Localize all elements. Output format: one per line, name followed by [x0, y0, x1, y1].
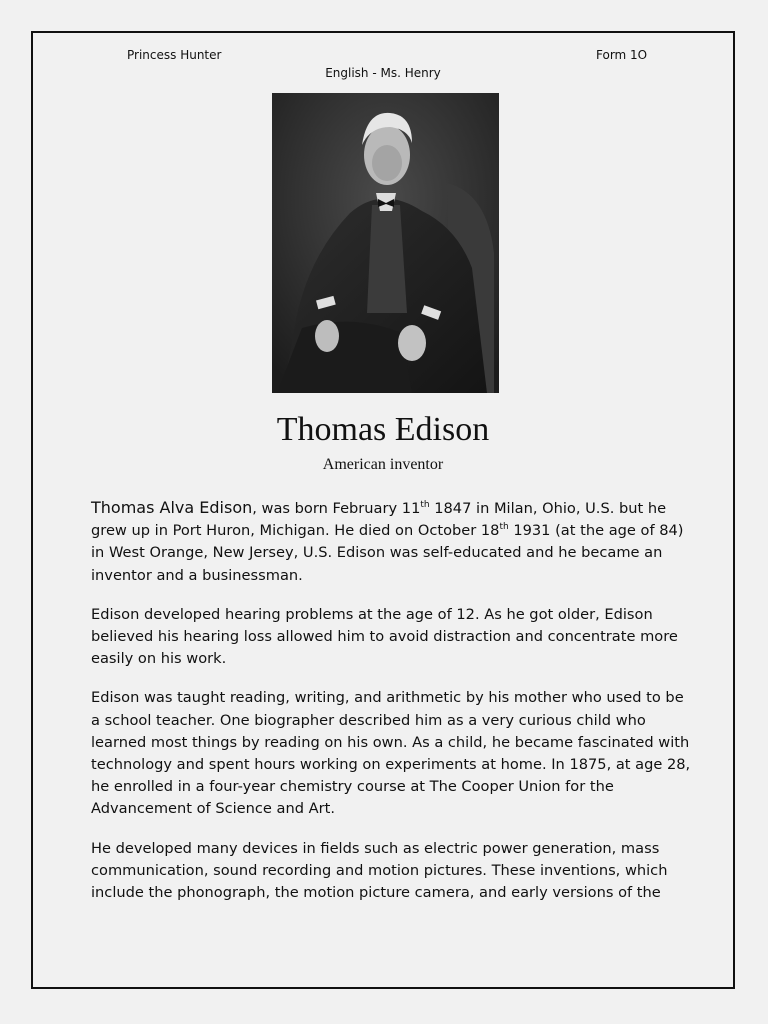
- paragraph-2: Edison developed hearing problems at the age of 12. As he got older, Edison believed his hearing loss allowed him to avoid distraction and concentrate more easily on his work.: [91, 605, 678, 668]
- paragraph-1: [91, 497, 691, 587]
- paragraph-1-part-2: 1847 in Milan, Ohio, U.S. but he grew up in Port Huron, Michigan. He died on October 18: [91, 500, 667, 540]
- paragraph-1-part-3: 1931 (at the age of 84) in West Orange, New Jersey, U.S. Edison was self-educated and he became an inventor and a businessman.: [91, 522, 684, 584]
- paragraph-1-part-1: , was born February 11: [252, 500, 421, 517]
- lead-name: Thomas Alva Edison: [91, 498, 253, 517]
- paragraph-4: He developed many devices in fields such as electric power generation, mass communication, sound recording and motion pictures. These inventions, which include the phonograph, the motion picture camera, and early versions of the: [91, 839, 668, 902]
- form-label: Form 1O: [596, 48, 648, 62]
- page-title: Thomas Edison: [276, 411, 490, 448]
- student-name: Princess Hunter: [127, 48, 222, 62]
- paragraph-3: Edison was taught reading, writing, and arithmetic by his mother who used to be a school teacher. One biographer described him as a very curious child who learned most things by reading on his own. As a child, he became fascinated with technology and spent hours working on experiments at home. In 1875, at age 28, he enrolled in a four-year chemistry course at The Cooper Union for the Advancement of Science and Art.: [91, 689, 691, 818]
- document-page: [31, 31, 735, 989]
- portrait-photo: [272, 93, 499, 393]
- ordinal-suffix: th: [499, 522, 509, 533]
- ordinal-suffix: th: [420, 500, 430, 511]
- page-subtitle: American inventor: [322, 456, 444, 473]
- article-body: [91, 497, 691, 921]
- class-line: English - Ms. Henry: [325, 66, 441, 80]
